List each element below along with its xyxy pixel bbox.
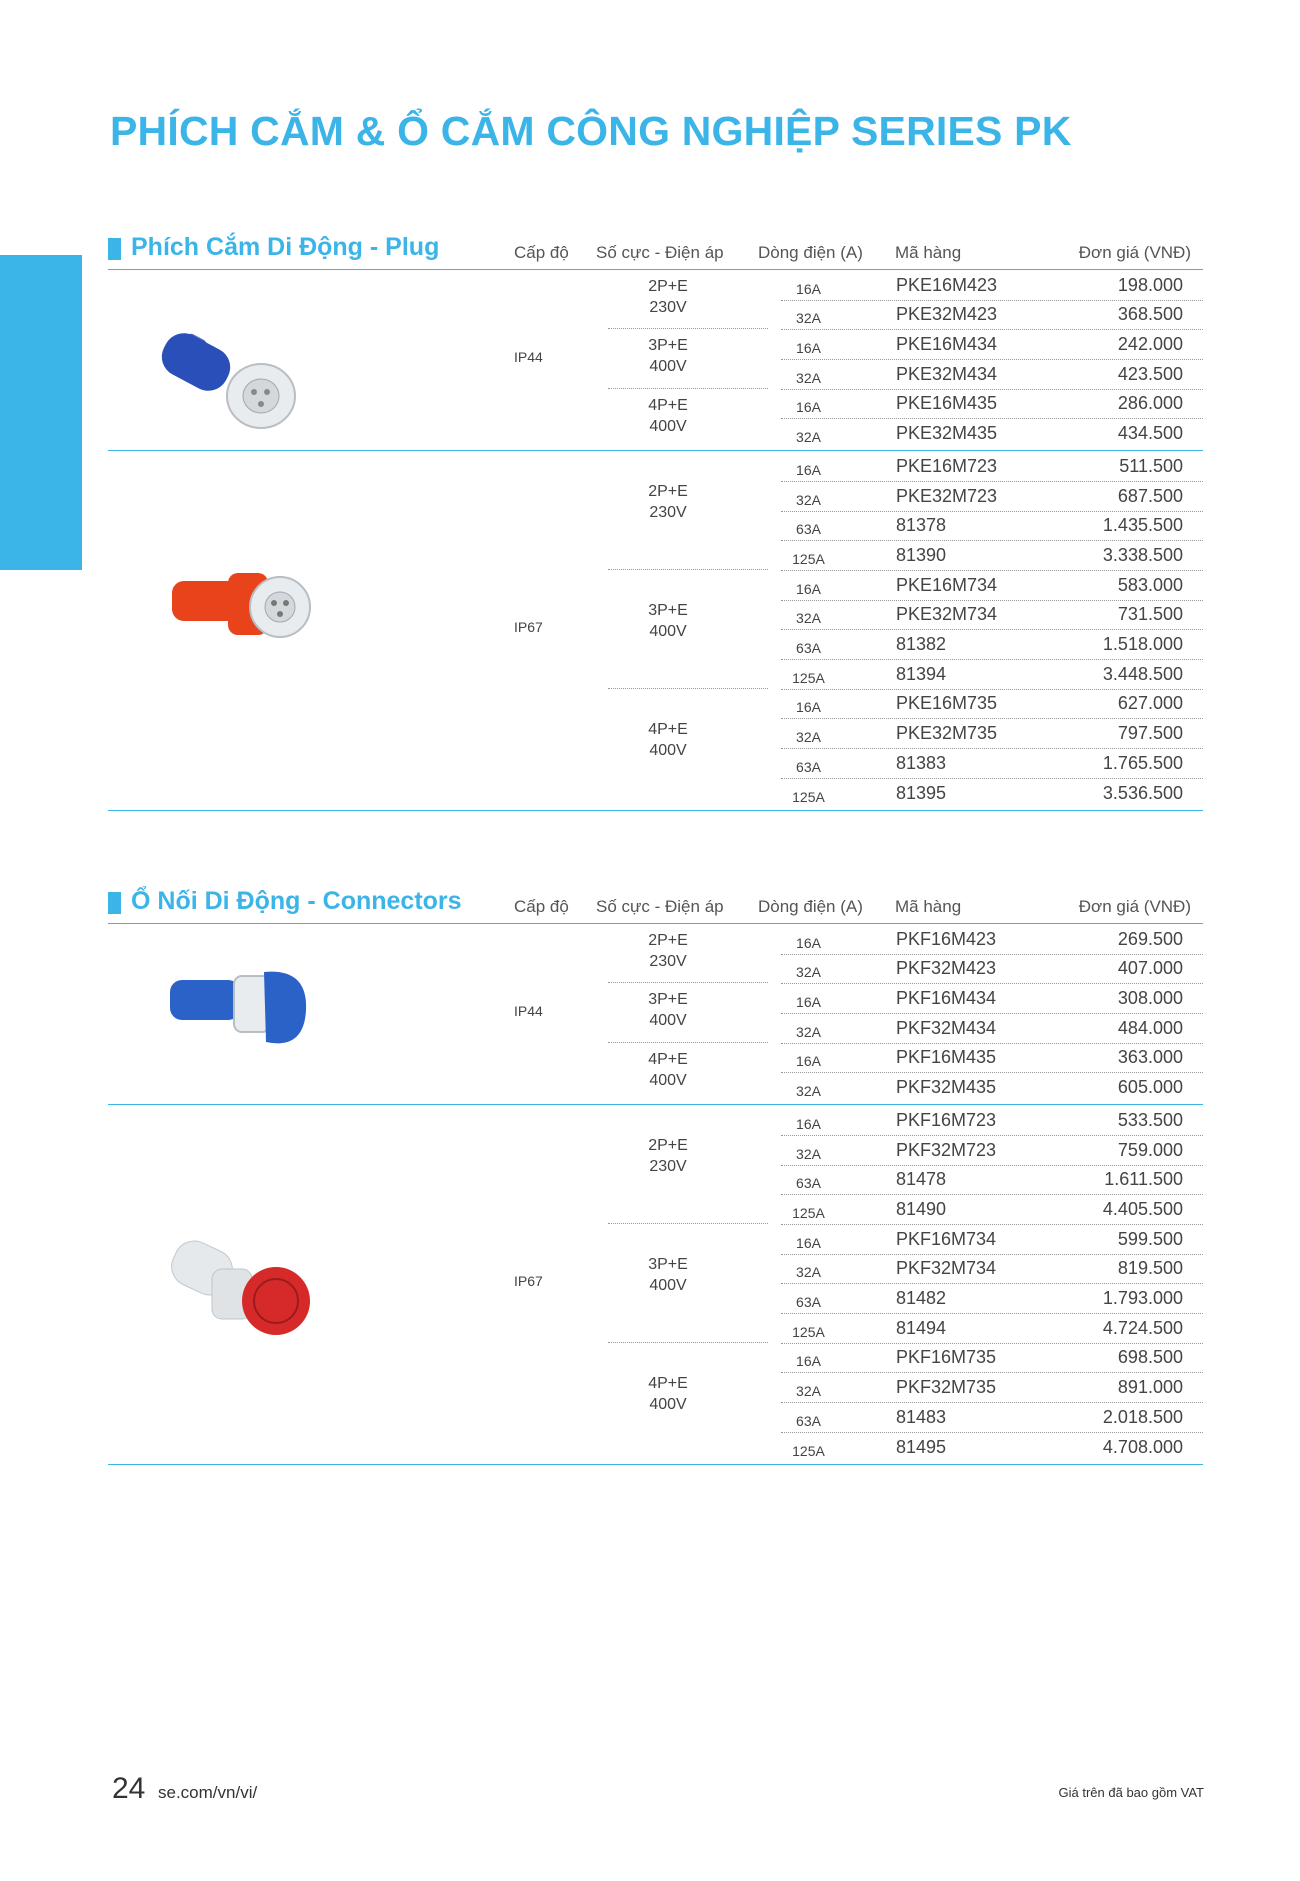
unit-price: 698.500: [1117, 1347, 1183, 1368]
pole-label: 3P+E: [648, 601, 688, 619]
table-row: [781, 778, 1203, 808]
current-rating: 125A: [792, 1204, 825, 1221]
current-rating: 125A: [792, 669, 825, 686]
unit-price: 2.018.500: [1102, 1406, 1183, 1427]
unit-price: 423.500: [1117, 363, 1183, 384]
pole-group: [608, 924, 768, 983]
poles-voltage: [638, 989, 698, 1031]
poles-voltage: [638, 481, 698, 523]
pole-label: 4P+E: [648, 396, 688, 414]
poles-voltage: [638, 1049, 698, 1091]
current-rating: 16A: [796, 580, 821, 597]
unit-price: 627.000: [1117, 693, 1183, 714]
voltage-label: 400V: [649, 1276, 687, 1294]
table-row: [781, 1254, 1203, 1285]
unit-price: 731.500: [1117, 604, 1183, 625]
section-connectors: [108, 887, 1203, 1465]
pole-label: 2P+E: [648, 1137, 688, 1155]
table-row: [781, 1432, 1203, 1462]
poles-voltage: [638, 719, 698, 761]
current-rating: 32A: [796, 729, 821, 746]
current-rating: 63A: [796, 1412, 821, 1429]
unit-price: 511.500: [1119, 455, 1183, 476]
table-row: [781, 924, 1203, 955]
product-code: PKE16M723: [896, 455, 998, 476]
product-code: 81383: [896, 752, 947, 773]
product-code: PKF32M723: [896, 1139, 997, 1160]
pole-group: [608, 389, 768, 448]
pole-group: [608, 570, 768, 689]
column-header-code: Mã hàng: [895, 243, 962, 262]
unit-price: 1.793.000: [1102, 1288, 1183, 1309]
product-code: PKF32M734: [896, 1258, 997, 1279]
poles-voltage: [638, 1373, 698, 1415]
current-rating: 16A: [796, 340, 821, 357]
pole-label: 2P+E: [648, 278, 688, 295]
current-rating: 16A: [796, 934, 821, 951]
unit-price: 434.500: [1117, 423, 1183, 444]
section-plugs: [108, 233, 1203, 811]
poles-voltage: [638, 1254, 698, 1296]
current-rating: 63A: [796, 1175, 821, 1192]
table-row: [781, 389, 1203, 420]
table-row: [781, 270, 1203, 301]
page-title: PHÍCH CẮM & Ổ CẮM CÔNG NGHIỆP SERIES PK: [110, 108, 1072, 154]
unit-price: 3.536.500: [1102, 782, 1183, 803]
footer-url[interactable]: se.com/vn/vi/: [158, 1783, 258, 1802]
section-title: Ổ Nối Di Động - Connectors: [131, 887, 462, 915]
unit-price: 242.000: [1117, 334, 1183, 355]
table-row: [781, 1105, 1203, 1136]
unit-price: 4.708.000: [1102, 1436, 1183, 1457]
current-rating: 32A: [796, 610, 821, 627]
current-rating: 16A: [796, 994, 821, 1011]
current-rating: 63A: [796, 758, 821, 775]
product-code: PKE32M734: [896, 604, 998, 625]
unit-price: 687.500: [1117, 485, 1183, 506]
poles-voltage: [638, 276, 698, 318]
table-row: [781, 1402, 1203, 1433]
unit-price: 819.500: [1117, 1258, 1183, 1279]
unit-price: 484.000: [1117, 1017, 1183, 1038]
unit-price: 533.500: [1117, 1109, 1183, 1130]
current-rating: 32A: [796, 1023, 821, 1040]
table-row: [781, 540, 1203, 571]
unit-price: 363.000: [1117, 1047, 1183, 1068]
unit-price: 3.448.500: [1102, 663, 1183, 684]
current-rating: 16A: [796, 1234, 821, 1251]
table-row: [781, 1165, 1203, 1196]
column-header-price: Đơn giá (VNĐ): [1078, 897, 1191, 916]
unit-price: 1.435.500: [1102, 515, 1183, 536]
table-row: [781, 1013, 1203, 1044]
voltage-label: 230V: [649, 504, 687, 522]
poles-voltage: [638, 395, 698, 437]
pole-label: 2P+E: [648, 483, 688, 501]
unit-price: 4.405.500: [1102, 1198, 1183, 1219]
protection-grade: IP67: [514, 619, 543, 636]
table-row: [781, 748, 1203, 779]
unit-price: 407.000: [1117, 958, 1183, 979]
protection-grade: IP67: [514, 1273, 543, 1290]
product-code: 81483: [896, 1406, 947, 1427]
table-row: [781, 1073, 1203, 1103]
voltage-label: 400V: [649, 358, 687, 376]
pole-label: 4P+E: [648, 720, 688, 738]
table-row: [781, 1313, 1203, 1344]
unit-price: 368.500: [1117, 304, 1183, 325]
table-row: [781, 1194, 1203, 1225]
product-code: 81495: [896, 1436, 947, 1457]
product-code: PKE32M735: [896, 723, 998, 744]
pole-group: [608, 1105, 768, 1224]
product-code: PKE16M434: [896, 334, 998, 355]
product-code: PKE16M734: [896, 574, 998, 595]
current-rating: 32A: [796, 1383, 821, 1400]
unit-price: 286.000: [1117, 393, 1183, 414]
current-rating: 125A: [792, 788, 825, 805]
column-header-current: Dòng điện (A): [758, 897, 863, 916]
product-photo: [168, 1231, 318, 1356]
voltage-label: 230V: [649, 299, 687, 316]
unit-price: 308.000: [1117, 988, 1183, 1009]
page-number: 24: [112, 1772, 146, 1805]
poles-voltage: [638, 335, 698, 377]
column-header-code: Mã hàng: [895, 897, 962, 916]
product-code: PKF32M434: [896, 1017, 997, 1038]
column-header-poles: Số cực - Điện áp: [596, 243, 724, 262]
table-row: [781, 689, 1203, 720]
table-row: [781, 1135, 1203, 1166]
voltage-label: 400V: [649, 1395, 687, 1413]
voltage-label: 400V: [649, 1071, 687, 1089]
product-photo: [153, 318, 303, 443]
table-row: [781, 659, 1203, 690]
column-header-poles: Số cực - Điện áp: [596, 897, 724, 916]
voltage-label: 230V: [649, 1158, 687, 1176]
product-code: PKE16M435: [896, 393, 998, 414]
product-code: PKF32M735: [896, 1377, 997, 1398]
current-rating: 16A: [796, 280, 821, 297]
pole-label: 4P+E: [648, 1050, 688, 1068]
current-rating: 32A: [796, 491, 821, 508]
product-code: 81494: [896, 1317, 947, 1338]
product-code: PKE32M434: [896, 363, 998, 384]
product-code: PKF16M423: [896, 928, 997, 949]
unit-price: 1.765.500: [1102, 752, 1183, 773]
product-code: 81478: [896, 1169, 947, 1190]
unit-price: 891.000: [1117, 1377, 1183, 1398]
product-code: PKE32M723: [896, 485, 998, 506]
current-rating: 16A: [796, 461, 821, 478]
section-title: Phích Cắm Di Động - Plug: [131, 233, 440, 261]
table-row: [781, 1283, 1203, 1314]
unit-price: 797.500: [1117, 723, 1183, 744]
table-row: [781, 451, 1203, 482]
pole-group: [608, 1343, 768, 1462]
current-rating: 32A: [796, 1145, 821, 1162]
column-header-current: Dòng điện (A): [758, 243, 863, 262]
table-row: [781, 300, 1203, 331]
vat-note: Giá trên đã bao gồm VAT: [1058, 1785, 1204, 1800]
pole-label: 3P+E: [648, 991, 688, 1009]
section-header: [108, 233, 1203, 270]
unit-price: 198.000: [1117, 274, 1183, 295]
table-row: [781, 481, 1203, 512]
current-rating: 32A: [796, 310, 821, 327]
product-code: PKE32M435: [896, 423, 998, 444]
table-row: [781, 419, 1203, 449]
current-rating: 32A: [796, 1083, 821, 1100]
product-code: 81378: [896, 515, 947, 536]
unit-price: 583.000: [1117, 574, 1183, 595]
current-rating: 16A: [796, 1353, 821, 1370]
product-code: PKE16M423: [896, 274, 998, 295]
product-code: 81490: [896, 1198, 947, 1219]
pole-group: [608, 689, 768, 808]
current-rating: 63A: [796, 1294, 821, 1311]
voltage-label: 400V: [649, 622, 687, 640]
table-row: [781, 629, 1203, 660]
unit-price: 1.518.000: [1102, 634, 1183, 655]
product-code: 81382: [896, 634, 947, 655]
pole-label: 3P+E: [648, 1255, 688, 1273]
table-row: [781, 954, 1203, 985]
table-row: [781, 570, 1203, 601]
poles-voltage: [638, 930, 698, 972]
product-code: PKF16M435: [896, 1047, 997, 1068]
table-row: [781, 329, 1203, 360]
unit-price: 3.338.500: [1102, 544, 1183, 565]
product-code: 81390: [896, 544, 947, 565]
column-header-grade: Cấp độ: [514, 243, 569, 262]
current-rating: 16A: [796, 1053, 821, 1070]
current-rating: 63A: [796, 640, 821, 657]
current-rating: 32A: [796, 1264, 821, 1281]
product-code: PKE32M423: [896, 304, 998, 325]
current-rating: 16A: [796, 1115, 821, 1132]
pole-group: [608, 983, 768, 1042]
table-row: [781, 1043, 1203, 1074]
table-row: [781, 983, 1203, 1014]
current-rating: 16A: [796, 699, 821, 716]
unit-price: 605.000: [1117, 1077, 1183, 1098]
section-marker: [108, 238, 121, 260]
product-code: PKF16M734: [896, 1228, 997, 1249]
column-header-grade: Cấp độ: [514, 897, 569, 916]
voltage-label: 400V: [649, 417, 687, 435]
column-header-price: Đơn giá (VNĐ): [1078, 243, 1191, 262]
current-rating: 32A: [796, 369, 821, 386]
section-marker: [108, 892, 121, 914]
current-rating: 125A: [792, 1442, 825, 1459]
pole-label: 3P+E: [648, 337, 688, 355]
product-group: [108, 1105, 1203, 1464]
voltage-label: 400V: [649, 1012, 687, 1030]
product-code: PKF32M423: [896, 958, 997, 979]
product-code: PKF16M723: [896, 1109, 997, 1130]
unit-price: 759.000: [1117, 1139, 1183, 1160]
table-row: [781, 718, 1203, 749]
product-code: 81394: [896, 663, 947, 684]
voltage-label: 400V: [649, 741, 687, 759]
current-rating: 32A: [796, 964, 821, 981]
product-photo: [168, 962, 318, 1067]
section-header: [108, 887, 1203, 924]
table-row: [781, 600, 1203, 631]
current-rating: 63A: [796, 521, 821, 538]
product-group: [108, 270, 1203, 451]
voltage-label: 230V: [649, 953, 687, 970]
product-group: [108, 451, 1203, 810]
product-code: PKF16M434: [896, 988, 997, 1009]
poles-voltage: [638, 600, 698, 642]
product-code: PKF32M435: [896, 1077, 997, 1098]
unit-price: 269.500: [1117, 928, 1183, 949]
protection-grade: IP44: [514, 349, 543, 366]
current-rating: 125A: [792, 550, 825, 567]
protection-grade: IP44: [514, 1003, 543, 1020]
unit-price: 599.500: [1117, 1228, 1183, 1249]
pole-group: [608, 270, 768, 329]
product-group: [108, 924, 1203, 1105]
pole-group: [608, 451, 768, 570]
product-code: 81482: [896, 1288, 947, 1309]
table-row: [781, 359, 1203, 390]
unit-price: 1.611.500: [1104, 1169, 1183, 1190]
unit-price: 4.724.500: [1102, 1317, 1183, 1338]
table-row: [781, 1224, 1203, 1255]
pole-group: [608, 1224, 768, 1343]
pole-label: 4P+E: [648, 1374, 688, 1392]
current-rating: 125A: [792, 1323, 825, 1340]
table-row: [781, 1372, 1203, 1403]
pole-group: [608, 329, 768, 388]
pole-label: 2P+E: [648, 932, 688, 949]
poles-voltage: [638, 1135, 698, 1177]
pole-group: [608, 1043, 768, 1102]
product-photo: [168, 559, 318, 664]
table-row: [781, 1343, 1203, 1374]
current-rating: 16A: [796, 399, 821, 416]
product-code: PKE16M735: [896, 693, 998, 714]
side-tab-marker: [0, 255, 82, 570]
table-row: [781, 511, 1203, 542]
product-code: PKF16M735: [896, 1347, 997, 1368]
current-rating: 32A: [796, 429, 821, 446]
product-code: 81395: [896, 782, 947, 803]
